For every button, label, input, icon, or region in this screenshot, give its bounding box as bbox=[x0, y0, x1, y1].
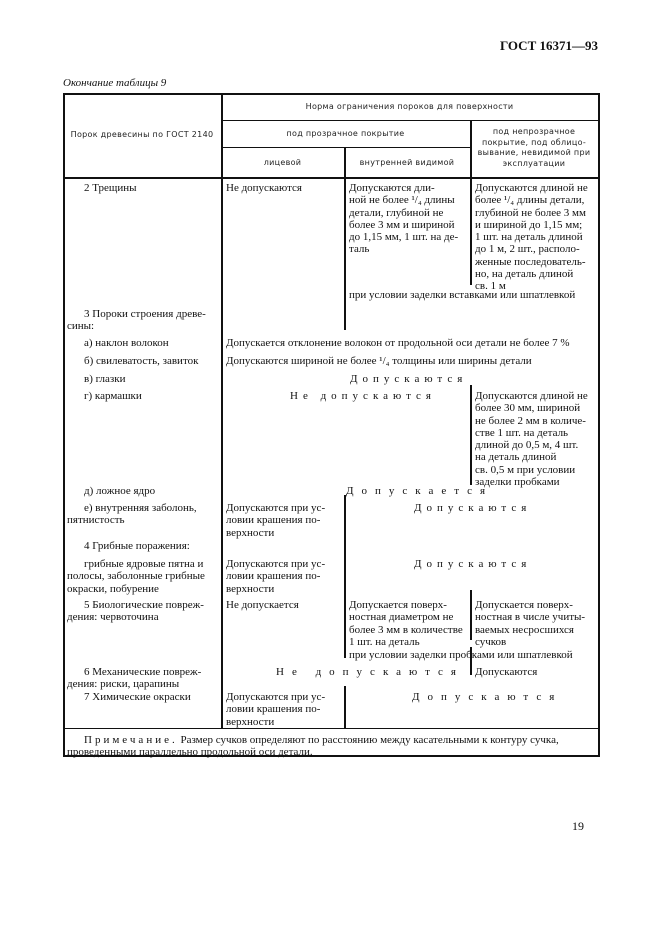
row-defect: в) глазки bbox=[84, 373, 126, 385]
row-opaque: Допускаются длиной не более 30 мм, шириной не более 2 мм в количе- стве 1 шт. на деталь длиной до 0,5 м, 4 шт. на деталь длиной св. 0,5 м при условии заделки пробками bbox=[475, 390, 588, 489]
row-defect: 5 Биологические повреж- дения: червоточина bbox=[67, 599, 204, 624]
row-opaque: Допускаются bbox=[475, 666, 538, 678]
row-defect: 4 Грибные поражения: bbox=[84, 540, 190, 552]
row-defect: 6 Механические повреж- дения: риски, царапины bbox=[67, 666, 202, 691]
row-norm: Допускаются bbox=[414, 558, 532, 570]
row-opaque: Допускаются длиной не более ¹/₄ длины детали, глубиной не более 3 мм и шириной до 1,15 мм; 1 шт. на деталь длиной до 1 м, 2 шт., располо- женные последователь- но, на деталь длиной св. 1 м bbox=[475, 182, 588, 293]
row-defect: д) ложное ядро bbox=[84, 485, 156, 497]
standard-number: ГОСТ 16371—93 bbox=[499, 38, 598, 53]
row-face: Допускаются при ус- ловии крашения по- верхности bbox=[226, 558, 326, 595]
header-face: лицевой bbox=[263, 158, 302, 167]
row-norm: Не допускаются bbox=[290, 390, 436, 402]
page-number: 19 bbox=[572, 819, 584, 833]
note-label: Примечание. bbox=[84, 734, 178, 746]
note-text: Размер сучков определяют по расстоянию между касательными к контуру сучка, проведенными параллельно продольной оси детали. bbox=[67, 734, 559, 759]
row-condition: при условии заделки вставками или шпатлевкой bbox=[349, 289, 576, 301]
row-inner: Допускаются дли- ной не более ¹/₄ длины детали, глубиной не более 3 мм и шириной до 1,15 мм, 1 шт. на де- таль bbox=[349, 182, 459, 256]
row-norm: Допускаются bbox=[412, 691, 563, 703]
row-opaque: Допускается поверх- ностная в числе учиты- ваемых несросшихся сучков bbox=[475, 599, 586, 648]
row-norm: Допускается отклонение волокон от продольной оси детали не более 7 % bbox=[226, 337, 570, 349]
row-norm: Допускаются bbox=[350, 373, 468, 385]
row-defect: а) наклон волокон bbox=[84, 337, 169, 349]
row-face: Допускаются при ус- ловии крашения по- верхности bbox=[226, 691, 326, 728]
row-norm: Допускаются bbox=[414, 502, 532, 514]
row-condition: при условии заделки пробками или шпатлевкой bbox=[349, 649, 573, 661]
row-defect: 3 Пороки строения древе- сины: bbox=[67, 308, 206, 333]
row-defect: б) свилеватость, завиток bbox=[84, 355, 199, 367]
row-face: Допускаются при ус- ловии крашения по- верхности bbox=[226, 502, 326, 539]
header-transparent: под прозрачное покрытие bbox=[286, 129, 405, 138]
row-defect: г) кармашки bbox=[84, 390, 142, 402]
table-caption: Окончание таблицы 9 bbox=[63, 77, 167, 89]
row-inner: Допускается поверх- ностная диаметром не более 3 мм в количестве 1 шт. на деталь bbox=[349, 599, 463, 648]
header-norm: Норма ограничения пороков для поверхности bbox=[305, 102, 514, 111]
row-norm: Допускается bbox=[346, 485, 494, 497]
row-defect: 2 Трещины bbox=[84, 182, 137, 194]
header-opaque: под непрозрачное покрытие, под облицо- вывание, невидимой при эксплуатации bbox=[477, 127, 591, 168]
row-norm: Не допускаются bbox=[276, 666, 464, 678]
row-norm: Допускаются шириной не более ¹/₄ толщины или ширины детали bbox=[226, 355, 532, 367]
row-face: Не допускаются bbox=[226, 182, 302, 194]
header-inner: внутренней видимой bbox=[359, 158, 455, 167]
table-note bbox=[67, 734, 595, 759]
row-defect: е) внутренняя заболонь, пятнистость bbox=[67, 502, 197, 527]
row-defect: 7 Химические окраски bbox=[84, 691, 191, 703]
row-face: Не допускается bbox=[226, 599, 299, 611]
row-defect: грибные ядровые пятна и полосы, заболонные грибные окраски, побурение bbox=[67, 558, 205, 595]
header-defect: Порок древесины по ГОСТ 2140 bbox=[70, 130, 214, 139]
